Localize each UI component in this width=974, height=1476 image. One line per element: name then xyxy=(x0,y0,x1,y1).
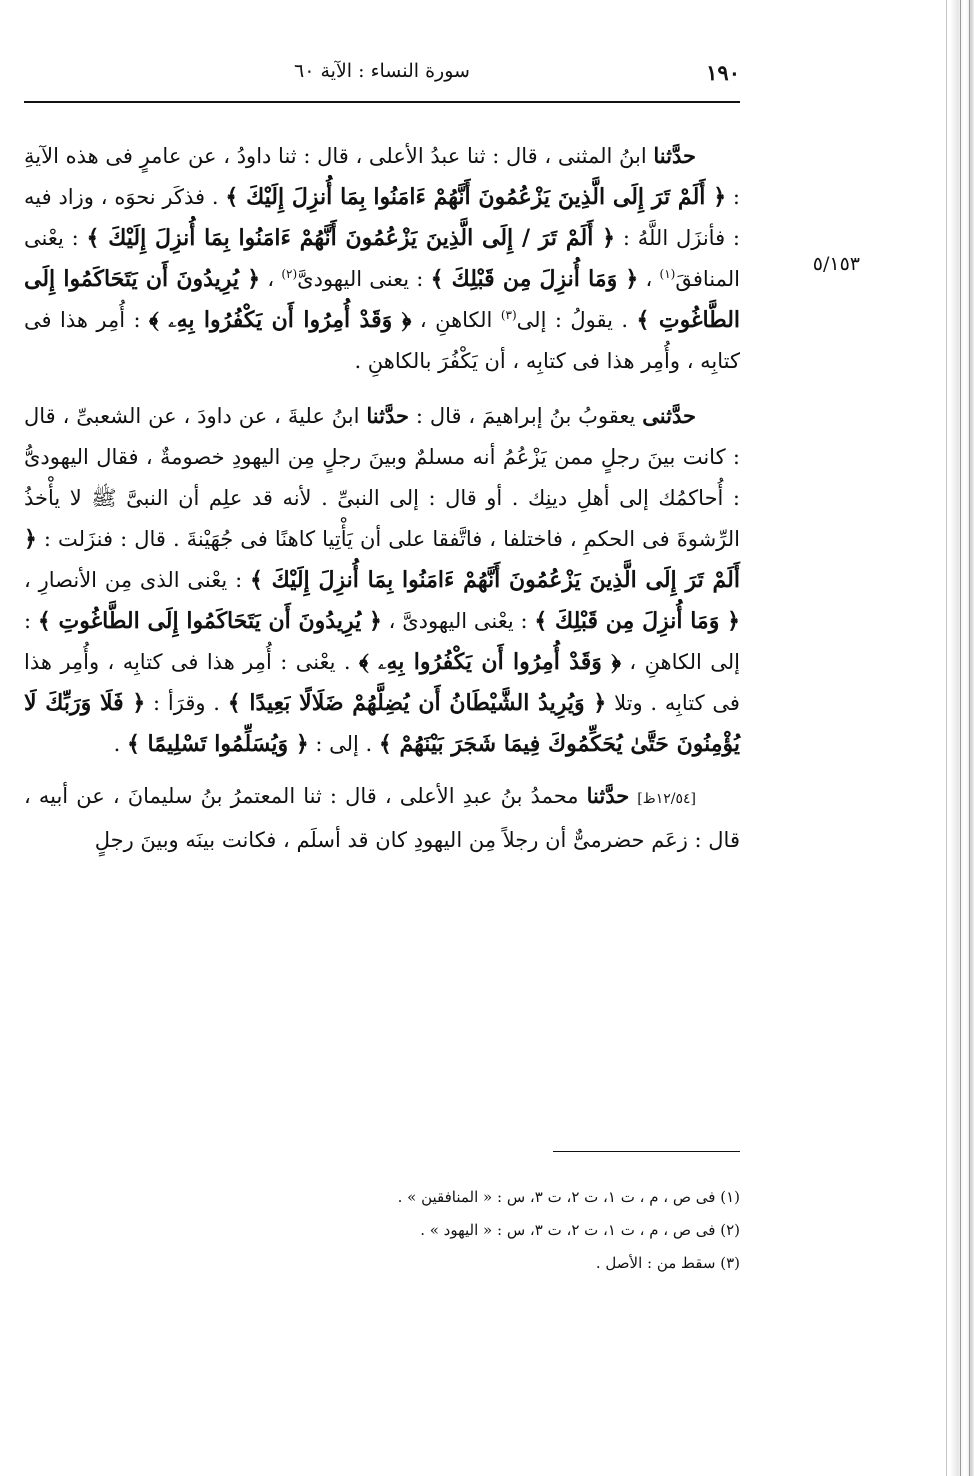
page-edge-line xyxy=(946,0,947,1476)
paragraph-lead: حدَّثنا xyxy=(586,783,630,808)
paragraph-text: محمدُ بنُ عبدِ الأعلى ، قال : ثنا المعتمرُ بنُ سليمانَ ، عن أبيه ، قال : زعَم حضرمىٌّ أن رجلاً مِن اليهودِ كان قد أسلَم ، فكانت بينَه وبينَ رجلٍ xyxy=(24,784,740,852)
header-rule xyxy=(24,101,740,103)
paragraph-text: . وقرَأ : xyxy=(145,691,228,715)
page-edge-line xyxy=(960,0,961,1476)
paragraph-text: . يعْنى : أُمِر هذا فى كتابِه ، وأُمِر هذا فى كتابِه . وتلا xyxy=(24,650,740,715)
page-number: ١٩٠ xyxy=(706,60,740,85)
manuscript-reference: [١٢/٥٤ظ] xyxy=(637,791,696,807)
paragraph-3 xyxy=(24,775,740,861)
paragraph-lead: حدَّثنا xyxy=(653,143,696,168)
paragraph-1 xyxy=(24,135,740,382)
paragraph-text: : يعْنى المنافقَ xyxy=(24,226,740,291)
paragraph-text: : إلى الكاهنِ ، xyxy=(24,609,740,674)
quran-verse: ﴿ فَلَا وَرَبِّكَ لَا يُؤْمِنُونَ حَتَّىٰ يُحَكِّمُوكَ فِيمَا شَجَرَ بَيْنَهُمْ ﴾ xyxy=(24,690,740,757)
quran-verse: ﴿ وَقَدْ أُمِرُوا أَن يَكْفُرُوا بِهِۦ ﴾ xyxy=(149,307,412,333)
paragraph-text: ابنُ المثنى ، قال : ثنا عبدُ الأعلى ، قال : ثنا داودُ ، عن عامرٍ فى هذه الآيةِ : xyxy=(24,144,740,209)
quran-verse: ﴿ أَلَمْ تَرَ / إِلَى الَّذِينَ يَزْعُمُونَ أَنَّهُمْ ءَامَنُوا بِمَا أُنزِلَ إِلَيْكَ ﴾ xyxy=(86,225,615,251)
quran-verse: ﴿ أَلَمْ تَرَ إِلَى الَّذِينَ يَزْعُمُونَ أَنَّهُمْ ءَامَنُوا بِمَا أُنزِلَ إِلَيْكَ ﴾ xyxy=(24,526,740,593)
main-text xyxy=(24,135,740,861)
quran-verse: ﴿ يُرِيدُونَ أَن يَتَحَاكَمُوا إِلَى الطَّاغُوتِ ﴾ xyxy=(37,608,382,634)
quran-verse: ﴿ يُرِيدُونَ أَن يَتَحَاكَمُوا إِلَى الطَّاغُوتِ ﴾ xyxy=(24,266,741,333)
page-edge xyxy=(940,0,974,1476)
paragraph-text: : يعْنى اليهودىَّ ، xyxy=(381,609,535,633)
paragraph-text: ابنُ عليةَ ، عن داودَ ، عن الشعبىِّ ، قال : كانت بينَ رجلٍ ممن يَزْعُمُ أنه مسلمٌ وبينَ رجلٍ مِن اليهودِ خصومةٌ ، فقال اليهودىُّ : أُحاكمُك إلى أهلِ دينِك . أو قال : إلى النبىِّ . لأنه قد علِم أن النبىَّ ﷺ لا يأْخذُ الرِّشوةَ فى الحكمِ ، فاختلفا ، فاتَّفقا على أن يَأْتِيا كاهنًا فى جُهَيْنةَ . قال : فنزَلت : xyxy=(24,404,740,551)
footnote-rule xyxy=(553,1151,740,1152)
quran-verse: ﴿ أَلَمْ تَرَ إِلَى الَّذِينَ يَزْعُمُونَ أَنَّهُمْ ءَامَنُوا بِمَا أُنزِلَ إِلَيْكَ ﴾ xyxy=(225,184,727,210)
quran-verse: ﴿ وَيُسَلِّمُوا تَسْلِيمًا ﴾ xyxy=(127,731,309,757)
footnote-reference: (١) xyxy=(659,267,676,281)
paragraph-text: . إلى : xyxy=(308,732,379,756)
paragraph-text: . يقولُ : إلى xyxy=(516,308,637,332)
paragraph-lead: حدَّثنا xyxy=(366,403,409,428)
margin-reference: ٥/١٥٣ xyxy=(812,253,860,275)
paragraph-text: . xyxy=(113,732,127,756)
paragraph-text: : يعنى اليهودىَّ xyxy=(297,267,431,291)
footnote-3: (٣) سقط من : الأصل . xyxy=(595,1254,740,1272)
paragraph-text: الكاهنِ ، xyxy=(411,308,501,332)
quran-verse: ﴿ وَيُرِيدُ الشَّيْطَانُ أَن يُضِلَّهُمْ ضَلَالًا بَعِيدًا ﴾ xyxy=(227,690,607,716)
paragraph-text: يعقوبُ بنُ إبراهيمَ ، قال : xyxy=(408,404,643,428)
paragraph-text: . فذكَر نحوَه ، وزاد فيه : فأنزَل اللَّهُ : xyxy=(24,185,740,250)
footnote-2: (٢) فى ص ، م ، ت ١، ت ٢، ت ٣، س : « اليهود » . xyxy=(420,1221,740,1239)
footnote-reference: (٣) xyxy=(500,308,517,322)
quran-verse: ﴿ وَقَدْ أُمِرُوا أَن يَكْفُرُوا بِهِۦ ﴾ xyxy=(358,649,622,675)
quran-verse: ﴿ وَمَا أُنزِلَ مِن قَبْلِكَ ﴾ xyxy=(430,266,639,292)
footnote-reference: (٢) xyxy=(281,267,298,281)
running-head: سورة النساء : الآية ٦٠ xyxy=(294,60,470,82)
quran-verse: ﴿ وَمَا أُنزِلَ مِن قَبْلِكَ ﴾ xyxy=(534,608,740,634)
page-edge-line xyxy=(969,0,970,1476)
paragraph-lead: حدَّثنى xyxy=(642,403,696,428)
paragraph-text: : يعْنى الذى مِن الأنصارِ ، xyxy=(24,568,250,592)
paragraph-text: ، xyxy=(638,267,660,291)
paragraph-2 xyxy=(24,395,740,765)
footnote-1: (١) فى ص ، م ، ت ١، ت ٢، ت ٣، س : « المنافقين » . xyxy=(397,1188,740,1206)
footnotes xyxy=(24,1181,740,1280)
paragraph-text: : أُمِر هذا فى كتابِه ، وأُمِر هذا فى كتابِه ، أن يَكْفُرَ بالكاهنِ . xyxy=(24,308,740,373)
paragraph-text: ، xyxy=(260,267,282,291)
page-header xyxy=(24,58,740,94)
